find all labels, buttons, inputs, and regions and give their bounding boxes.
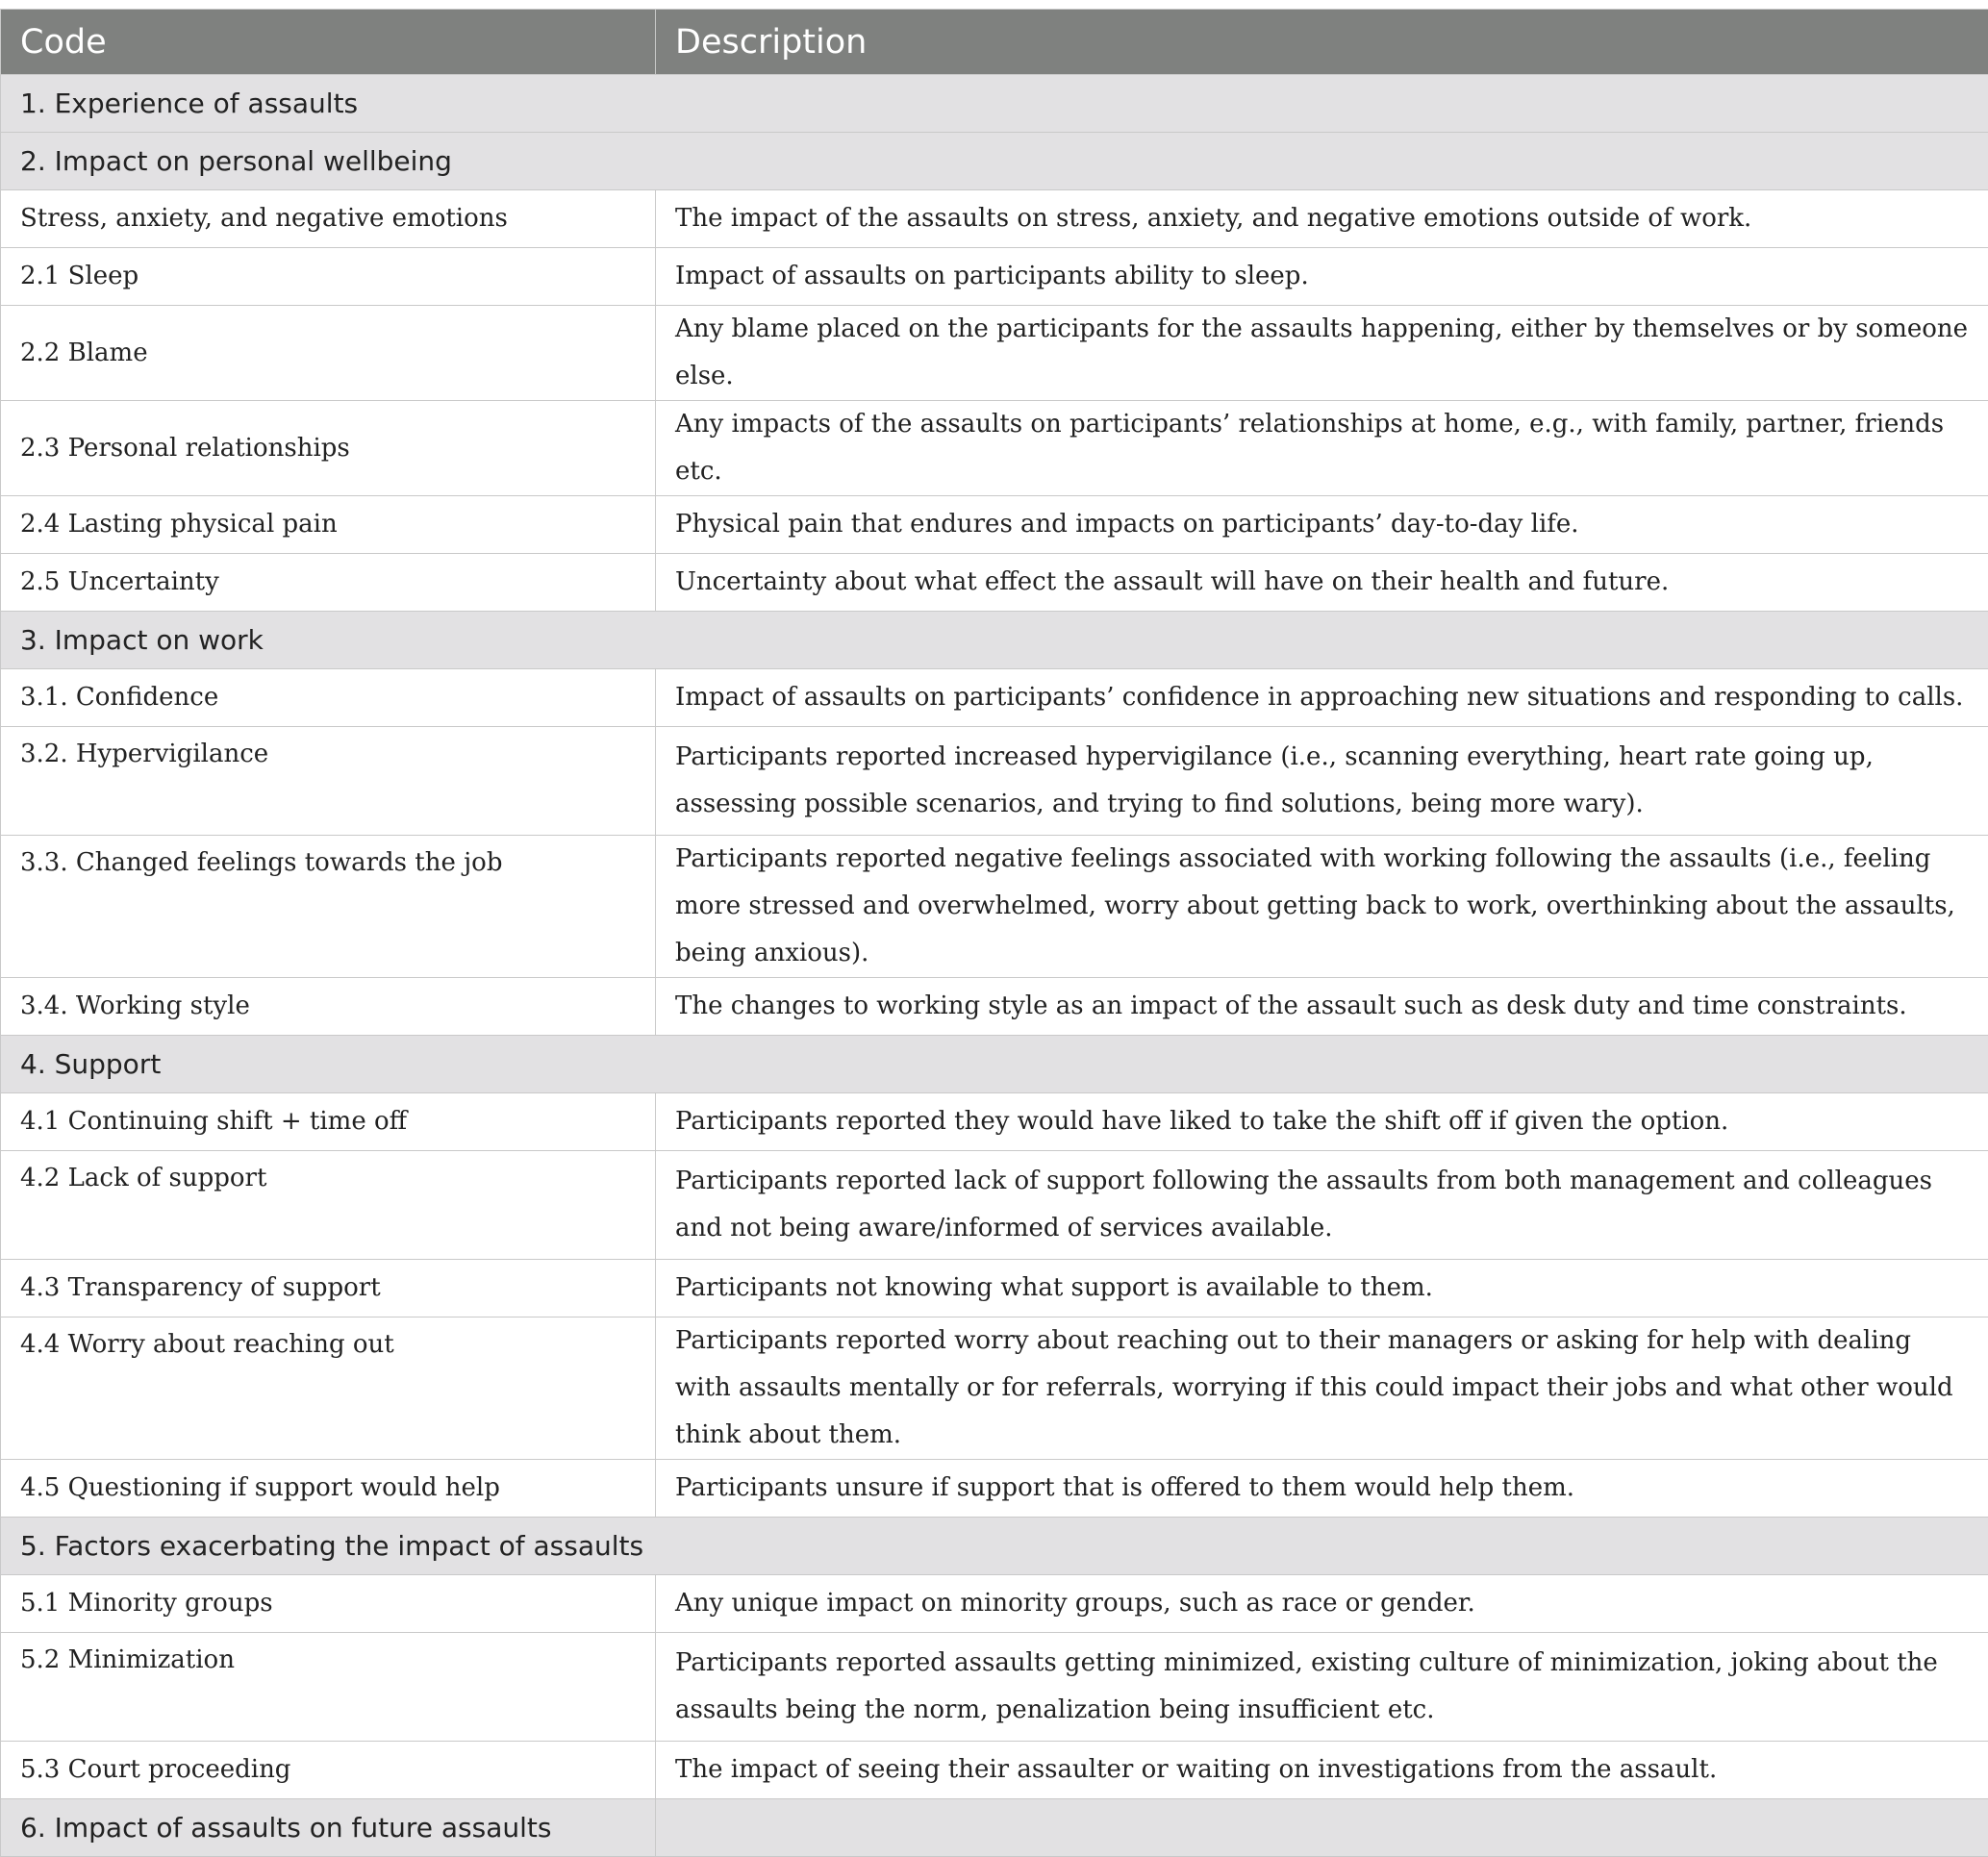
section-title: 3. Impact on work xyxy=(1,612,1988,669)
row-description: Participants not knowing what support is available to them. xyxy=(656,1260,1988,1317)
row-description: Any blame placed on the participants for the assaults happening, either by themselves or by someone else. xyxy=(656,306,1988,401)
table-row xyxy=(1,1633,1988,1742)
row-code: 2.4 Lasting physical pain xyxy=(1,496,656,554)
row-code: 5.3 Court proceeding xyxy=(1,1742,656,1799)
row-description: Any unique impact on minority groups, such as race or gender. xyxy=(656,1575,1988,1633)
row-code: 4.2 Lack of support xyxy=(1,1151,656,1260)
row-code: 4.1 Continuing shift + time off xyxy=(1,1093,656,1151)
table-row xyxy=(1,1575,1988,1633)
table-row xyxy=(1,306,1988,401)
section-description xyxy=(656,1799,1988,1857)
row-code: 4.3 Transparency of support xyxy=(1,1260,656,1317)
section-title: 1. Experience of assaults xyxy=(1,75,1988,133)
table-section-row xyxy=(1,1036,1988,1093)
row-code: Stress, anxiety, and negative emotions xyxy=(1,190,656,248)
table-row xyxy=(1,554,1988,612)
table-section-row xyxy=(1,1518,1988,1575)
table-section-row xyxy=(1,612,1988,669)
table-row xyxy=(1,669,1988,727)
row-code: 4.4 Worry about reaching out xyxy=(1,1317,656,1460)
table-row xyxy=(1,1460,1988,1518)
row-code: 2.1 Sleep xyxy=(1,248,656,306)
row-description: Impact of assaults on participants’ confidence in approaching new situations and responding to calls. xyxy=(656,669,1988,727)
table-row xyxy=(1,1093,1988,1151)
row-description: The changes to working style as an impact of the assault such as desk duty and time constraints. xyxy=(656,978,1988,1036)
row-description: Impact of assaults on participants ability to sleep. xyxy=(656,248,1988,306)
section-title: 2. Impact on personal wellbeing xyxy=(1,133,1988,190)
row-description: Participants reported lack of support following the assaults from both management and colleagues and not being aware/informed of services available. xyxy=(656,1151,1988,1260)
table-row xyxy=(1,190,1988,248)
row-description: Uncertainty about what effect the assault will have on their health and future. xyxy=(656,554,1988,612)
row-code: 2.5 Uncertainty xyxy=(1,554,656,612)
table-row xyxy=(1,836,1988,978)
table-row xyxy=(1,1317,1988,1460)
row-code: 3.3. Changed feelings towards the job xyxy=(1,836,656,978)
section-title: 4. Support xyxy=(1,1036,1988,1093)
section-title: 5. Factors exacerbating the impact of assaults xyxy=(1,1518,1988,1575)
table-body xyxy=(1,75,1988,1857)
row-description: Participants reported worry about reaching out to their managers or asking for help with dealing with assaults mentally or for referrals, worrying if this could impact their jobs and what other would think about them. xyxy=(656,1317,1988,1460)
row-description: Participants reported negative feelings associated with working following the assaults (i.e., feeling more stressed and overwhelmed, worry about getting back to work, overthinking about the assaults, being anxious). xyxy=(656,836,1988,978)
row-code: 2.3 Personal relationships xyxy=(1,401,656,496)
row-description: The impact of the assaults on stress, anxiety, and negative emotions outside of work. xyxy=(656,190,1988,248)
row-description: Participants reported assaults getting minimized, existing culture of minimization, joking about the assaults being the norm, penalization being insufficient etc. xyxy=(656,1633,1988,1742)
row-description: Physical pain that endures and impacts on participants’ day-to-day life. xyxy=(656,496,1988,554)
row-code: 4.5 Questioning if support would help xyxy=(1,1460,656,1518)
table-row xyxy=(1,1260,1988,1317)
header-description: Description xyxy=(656,10,1988,75)
row-code: 3.4. Working style xyxy=(1,978,656,1036)
row-description: Participants reported increased hypervigilance (i.e., scanning everything, heart rate going up, assessing possible scenarios, and trying to find solutions, being more wary). xyxy=(656,727,1988,836)
table-section-row xyxy=(1,75,1988,133)
row-description: The impact of seeing their assaulter or waiting on investigations from the assault. xyxy=(656,1742,1988,1799)
codebook-table xyxy=(0,9,1988,1857)
table-row xyxy=(1,401,1988,496)
table-row xyxy=(1,978,1988,1036)
table-row xyxy=(1,1151,1988,1260)
table-row xyxy=(1,496,1988,554)
table-header-row xyxy=(1,10,1988,75)
section-title: 6. Impact of assaults on future assaults xyxy=(1,1799,656,1857)
row-code: 3.2. Hypervigilance xyxy=(1,727,656,836)
table-row xyxy=(1,727,1988,836)
row-code: 3.1. Confidence xyxy=(1,669,656,727)
table-section-row xyxy=(1,1799,1988,1857)
header-code: Code xyxy=(1,10,656,75)
row-code: 2.2 Blame xyxy=(1,306,656,401)
row-description: Participants reported they would have liked to take the shift off if given the option. xyxy=(656,1093,1988,1151)
row-description: Any impacts of the assaults on participants’ relationships at home, e.g., with family, partner, friends etc. xyxy=(656,401,1988,496)
table-row xyxy=(1,1742,1988,1799)
row-description: Participants unsure if support that is offered to them would help them. xyxy=(656,1460,1988,1518)
codebook-table-wrapper xyxy=(0,9,1988,1857)
row-code: 5.2 Minimization xyxy=(1,1633,656,1742)
table-section-row xyxy=(1,133,1988,190)
table-row xyxy=(1,248,1988,306)
row-code: 5.1 Minority groups xyxy=(1,1575,656,1633)
